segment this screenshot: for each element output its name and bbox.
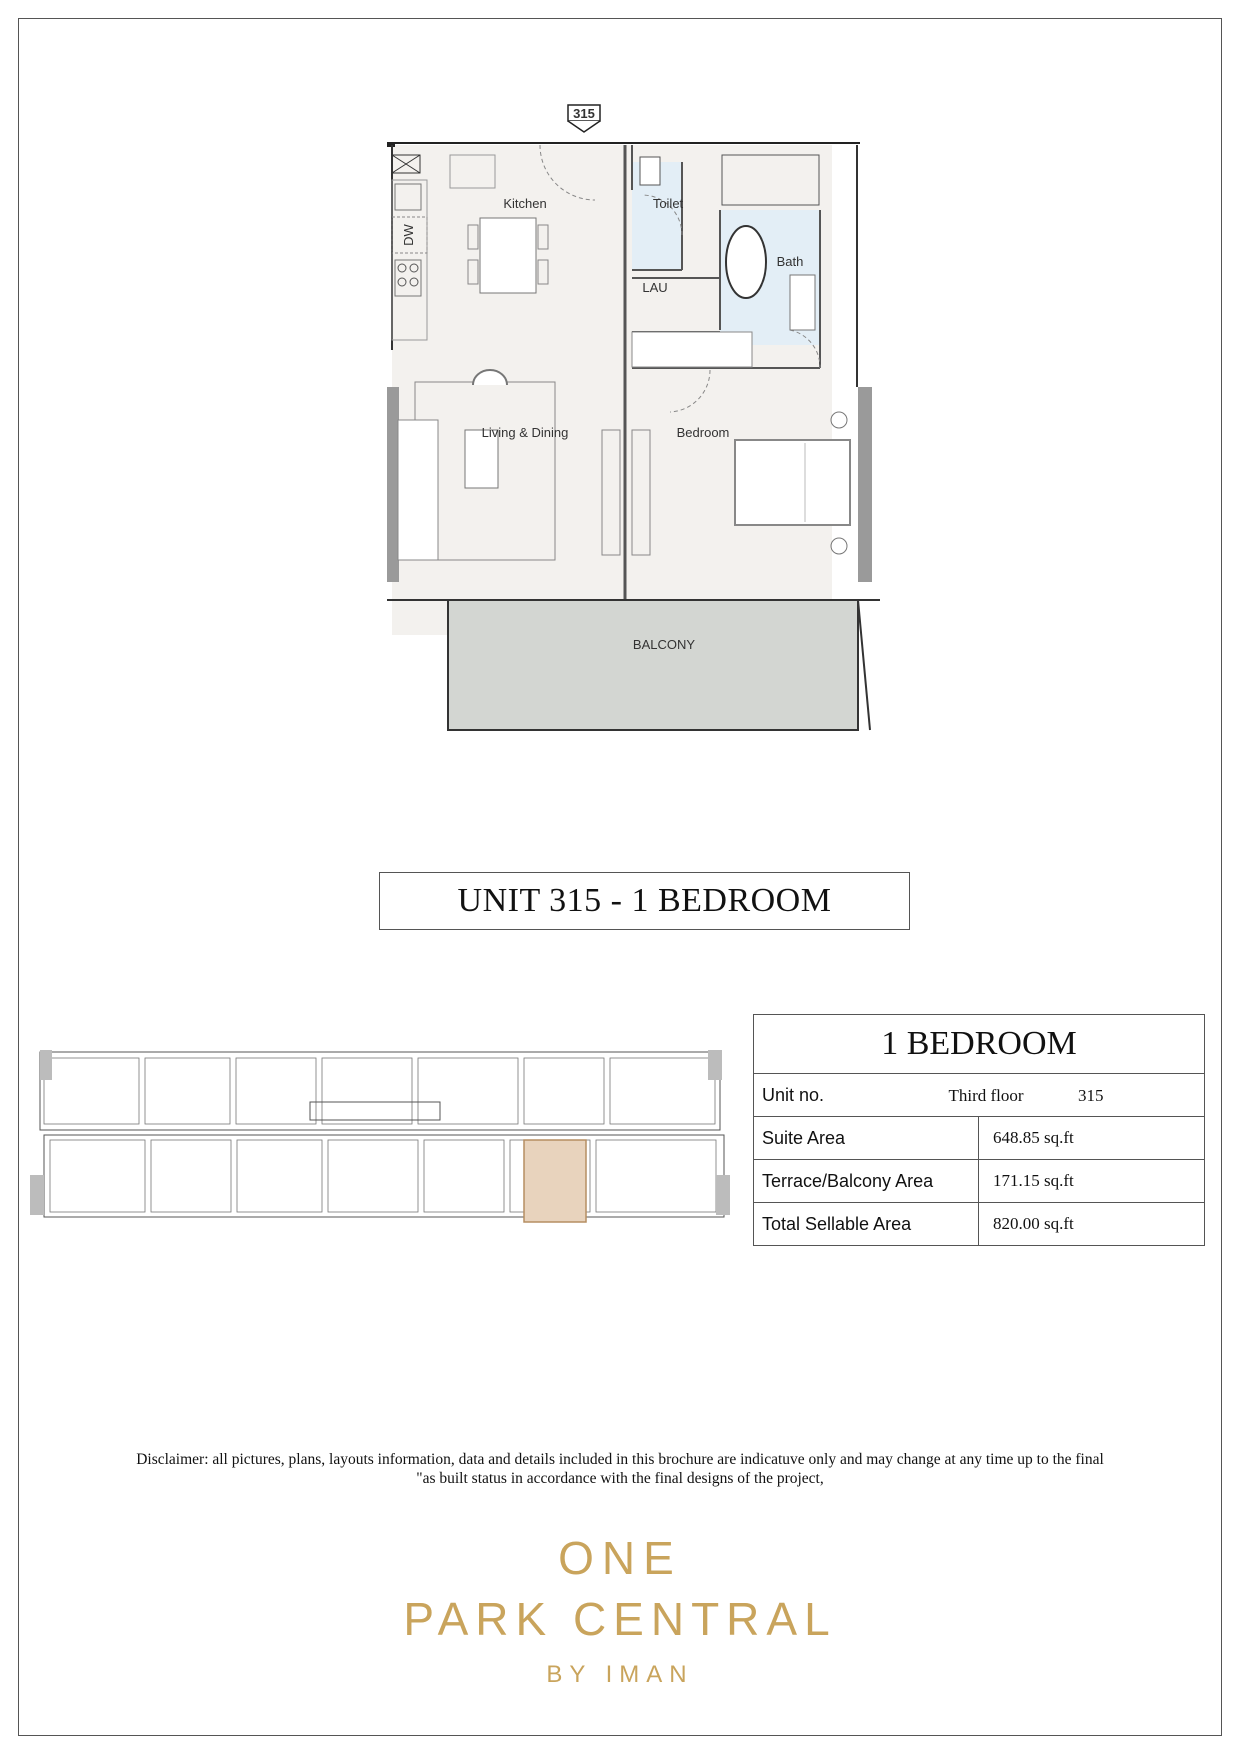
wardrobe xyxy=(632,332,752,367)
dining-table xyxy=(480,218,536,293)
room-label-toilet: Toilet xyxy=(652,196,684,211)
disclaimer-line-2: "as built status in accordance with the final designs of the project, xyxy=(416,1470,824,1487)
room-label-lau: LAU xyxy=(642,280,668,295)
room-label-dw: DW xyxy=(401,224,416,246)
unit-no-label: Unit no. xyxy=(762,1084,825,1105)
floor-plan xyxy=(370,100,900,740)
floor-value: Third floor xyxy=(948,1085,1024,1105)
unit-no-value: 315 xyxy=(1078,1085,1104,1105)
key-plan-highlight-unit xyxy=(524,1140,586,1222)
table-row xyxy=(754,1160,1205,1203)
area-label: Terrace/Balcony Area xyxy=(754,1160,979,1203)
area-label: Suite Area xyxy=(754,1117,979,1160)
room-label-balcony: BALCONY xyxy=(632,637,696,652)
unit-title-box xyxy=(379,872,910,930)
key-plan xyxy=(30,1040,730,1230)
room-label-kitchen: Kitchen xyxy=(503,196,547,211)
area-value: 171.15 sq.ft xyxy=(979,1160,1205,1203)
sofa xyxy=(398,420,438,560)
room-label-living: Living & Dining xyxy=(481,425,569,440)
logo-line-park-central: PARK CENTRAL xyxy=(403,1593,837,1645)
brand-logo xyxy=(370,1530,870,1690)
glazing-right xyxy=(858,387,872,582)
balcony xyxy=(448,600,858,730)
logo-line-one: ONE xyxy=(558,1532,682,1584)
area-value: 820.00 sq.ft xyxy=(979,1203,1205,1246)
table-row xyxy=(754,1203,1205,1246)
unit-number-row xyxy=(754,1074,1205,1117)
table-row xyxy=(754,1117,1205,1160)
disclaimer xyxy=(60,1450,1180,1488)
glazing-left xyxy=(387,387,399,582)
room-label-bath: Bath xyxy=(776,254,804,269)
unit-tag-label: 315 xyxy=(573,106,595,121)
bathtub xyxy=(726,226,766,298)
area-value: 648.85 sq.ft xyxy=(979,1117,1205,1160)
unit-info-table xyxy=(753,1014,1205,1246)
area-label: Total Sellable Area xyxy=(754,1203,979,1246)
disclaimer-line-1: Disclaimer: all pictures, plans, layouts information, data and details included in this brochure are indicatuve only and may change at any time up to the final xyxy=(136,1451,1104,1468)
logo-line-by-iman: BY IMAN xyxy=(546,1661,694,1688)
room-label-bedroom: Bedroom xyxy=(676,425,730,440)
unit-title: UNIT 315 - 1 BEDROOM xyxy=(457,882,832,919)
bed xyxy=(735,440,850,525)
info-heading: 1 BEDROOM xyxy=(754,1015,1205,1074)
